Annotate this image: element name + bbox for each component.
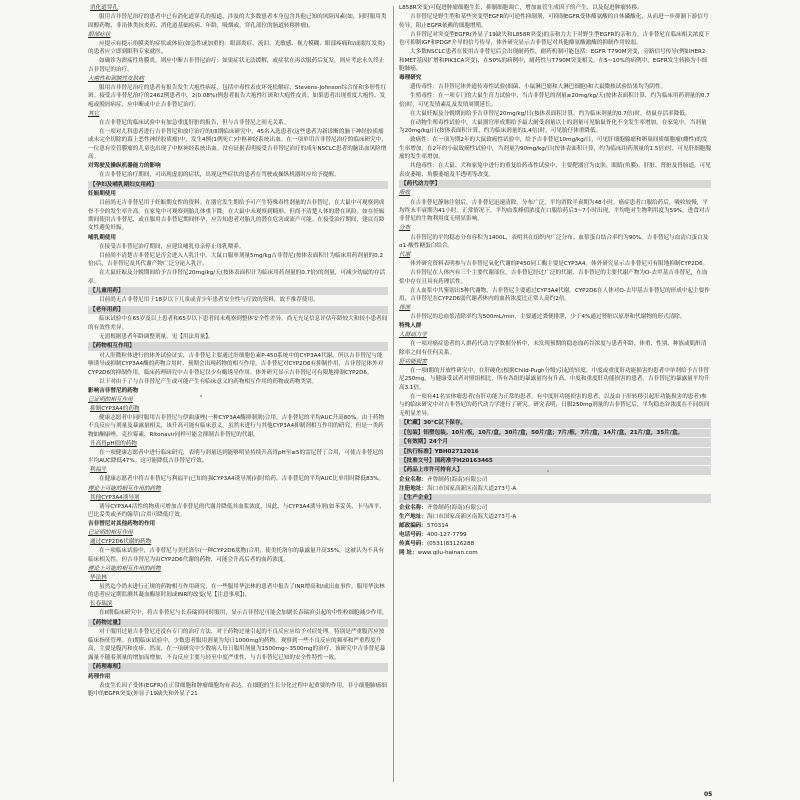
paragraph: 在一项对癌症患者的人群药代动力学数据分析中，未发现预期的稳态血药谷浓度与患者年龄、体重、性别、种族或肌酐清除率之间有任何关系。: [399, 341, 707, 356]
paragraph: 吉非替尼对突变型EGFR(外显子19缺失和L858R突变)的亲和力大于对野生型EGFR的亲和力。吉非替尼在临床相关浓度下也可抑制IGF和PDGF介导的信号传导，体外研究显示吉非替尼对其他酪氨酸激酶的抑制作用较弱。: [399, 31, 710, 46]
italic-heading: 已证明的相互作用: [88, 396, 133, 403]
paragraph: 其他毒性：在大鼠、犬和家兔中进行的重复给药毒性试验中，主要靶器官为皮肤、眼睛(角膜)、肝脏、肾脏及胃肠道，可见表皮萎缩、角膜萎缩及半透明等改变。: [399, 163, 711, 178]
section-heading: 【生产企业】: [399, 494, 711, 502]
section-heading: 【孕妇及哺乳期妇女用药】: [88, 181, 388, 189]
paragraph: 在一项对儿科患者进行吉非替尼和放疗治疗的I/II期临床研究中，45名入选患者(这些患者为新诊断的脑干神经胶质瘤或未完全切除的幕上恶性神经胶质瘤)中，发生4例(1例死亡)中枢神经系统出血。在一项单用吉非替尼治疗的临床研究中，一位患有室管膜瘤的儿童也出现了中枢神经系统出血。没有证据表明接受吉非替尼治疗的成年NSCLC患者的脑出血风险增高。: [88, 128, 387, 161]
paragraph: 对人肝微粒体进行的体外试验证实，吉非替尼主要通过肝细胞色素P-450系统中的CYP3A4代谢。所以吉非替尼与能够诱导或抑制CYP3A4酶的药物合用时，预期会出现药物的相互作用。吉非替尼对CYP2D6有抑制作用，吉非替尼体外对CYP2D6的抑制作用，临床药理研究中吉非替尼仅少有酶诱导作用。体外研究显示吉非替尼可有限地抑制CYP2D6。: [88, 352, 384, 376]
paragraph: 应提示有提示角膜炎的症状或体征(如急性或加重的：眼部炎症、流泪、光敏感、视力模糊、眼部疼痛和/或眼红发炎)的患者应立即到眼科专家就医。: [88, 40, 385, 56]
subsection-heading: 药理作用: [88, 673, 111, 680]
section-heading: 【药物相互作用】: [88, 342, 388, 350]
scan-speck: [200, 395, 202, 397]
section-heading: 【包装】铝塑包装。10片/板，10片/盒，30片/盒，50片/盒；7片/板，7片/盒，14片/盒，21片/盒，35片/盒。: [399, 429, 711, 437]
underlined-heading: 华法林: [90, 574, 107, 581]
italic-heading: 眼部症状: [88, 31, 111, 38]
section-heading: 【药品上市许可持有人】: [399, 466, 711, 474]
italic-heading: 理论上可能的相互作用的药物: [88, 485, 161, 492]
underlined-heading: 升高胃pH值的药物: [90, 440, 137, 447]
underlined-heading: 消化道穿孔: [90, 5, 118, 11]
paragraph: 在大鼠妊娠及分娩期间给予吉非替尼20mg/kg/日(按体表面积计算，约为临床剂量的0.7倍)时，幼鼠存活率降低。: [410, 110, 691, 117]
section-heading: 【有效期】24个月: [399, 438, 711, 446]
underlined-heading: 其他CYP3A4诱导剂: [90, 494, 140, 501]
contact-label: 邮政编码：: [399, 522, 427, 529]
italic-heading: 大疱性和剥脱性皮肤病: [88, 75, 144, 82]
italic-heading: 吸收: [399, 190, 411, 197]
paragraph: 如确诊为溃疡性角膜炎，则应中断吉非替尼治疗；如果症状无法缓解，或症状在再次服药后复发，则应考虑永久终止吉非替尼的治疗。: [88, 58, 385, 73]
contact-line: [399, 476, 711, 484]
italic-heading: 排泄: [399, 305, 411, 312]
subsection-heading: 吉非替尼对其他药物的作用: [88, 521, 156, 528]
italic-heading: 理论上可能的相互作用的药物: [88, 565, 161, 572]
paragraph: 目前尚无吉非替尼用于18岁以下儿童或青少年患者安全性与疗效的资料，故不推荐使用。: [99, 297, 319, 304]
right-column: [399, 4, 711, 784]
contact-label: 网 址：: [399, 550, 418, 557]
paragraph: 吉非替尼的平均稳态分布容积为1400L，表明其在组织内广泛分布。血浆蛋白结合率约为90%。吉非替尼与血清白蛋白及α1-酸性糖蛋白结合。: [399, 234, 709, 249]
paragraph: L858R突变)可促进肿瘤细胞生长，抑制细胞凋亡，增加血管生成因子的产生，以及促进肿瘤转移。: [399, 5, 643, 11]
paragraph: 吉非替尼的总血浆清除率约为500mL/min，主要通过粪便排泄，少于4%通过肾脏以原形和代谢物的形式清除。: [410, 314, 686, 321]
contact-line: [399, 522, 711, 530]
section-heading: 【药物过量】: [88, 619, 388, 627]
contact-value: 海口市国家高新区南海大道273号-A: [426, 485, 517, 492]
page-number: 05: [704, 791, 713, 798]
underlined-heading: 利福平: [90, 467, 107, 474]
paragraph: 吉非替尼在人体内有三个主要代谢部位，吉非替尼经过广泛的代谢，吉非替尼的主要代谢产物为O-去甲基吉非替尼，在血浆中存在且具有药理活性。: [399, 270, 708, 285]
contact-value: 570314: [426, 522, 449, 529]
contact-line: [399, 513, 711, 521]
paragraph: 虽然迄今尚未进行正规的药物相互作用研究，在一些服用华法林的患者中报告了INR增高和/或出血事件。服用华法林的患者应定期监测其凝血酶原时间或INR的改变(见【注意事项】)。: [88, 583, 385, 599]
paragraph: 在吉非替尼静脉注射后，吉非替尼迅速清除，分布广泛，平均消除半衰期为48小时。癌症患者口服给药后，吸收较慢，平均终末半衰期为41小时。正常情况下，平均血浆峰值浓度在口服给药后3~7小时出现，平均绝对生物利用度为59%。进食对吉非替尼的生物利用度无明显影响。: [399, 199, 711, 223]
scan-speck: [547, 470, 549, 472]
section-heading: 【贮藏】30°C以下保存。: [399, 419, 711, 427]
paragraph: 在一项临床试验中，吉非替尼与美托洛尔(一种CYP2D6底物)合用，使美托洛尔的暴露量升高35%。这被认为不具有临床相关性，但吉非替尼为由CYP2D6代谢的药物，可能会升高后者的血药浓度。: [88, 548, 384, 563]
section-heading: 【老年用药】: [88, 306, 388, 314]
italic-heading: 分布: [399, 225, 411, 232]
contact-label: 生产地址：: [399, 513, 427, 520]
contact-value: 400-127-7799: [426, 531, 467, 538]
contact-line: [399, 485, 711, 493]
section-heading: 【批准文号】国药准字H20163465: [399, 457, 711, 465]
section-heading: 【执行标准】YBH02712016: [399, 448, 711, 456]
paragraph: 在吉非替尼治疗期间，可出现虚弱的症状，出现这些症状的患者在驾驶或操纵机器时应给予提醒。: [99, 172, 340, 179]
subsection-heading: 影响吉非替尼的药物: [88, 387, 139, 394]
contact-label: 电话号码：: [399, 531, 427, 538]
contact-label: 传真号码：: [399, 541, 427, 547]
column-divider: [393, 6, 394, 782]
italic-heading: 其它: [88, 110, 100, 117]
contact-line: [399, 549, 711, 557]
paragraph: 在一项I期的开放性研究中，在肝硬化(根据Child-Pugh分级)引起的轻度、中度或重度肝功能损害的患者中单剂给予吉非替尼250mg，与健康受试者对照组相比，所有各组的暴露量均有升高。中度和重度肝功能损害的患者，吉非替尼的暴露量平均升高3.1倍。: [399, 367, 710, 391]
paragraph: 在人血浆中共鉴别出5种代谢物，吉非替尼主要通过CYP3A4代谢。CYP2D6在人体对O-去甲基吉非替尼的形成中起主要作用，吉非替尼在CYP2D6弱代谢者体内的血药浓度比正常人高约2倍。: [399, 287, 710, 303]
left-column: [88, 4, 388, 784]
paragraph: 表皮生长因子受体(EGFR)在正常细胞和肿瘤细胞均有表达。在细胞的生长分化过程中起重要的作用。非小细胞肺癌细胞中的EGFR突变(外显子19缺失和外显子21: [88, 682, 387, 698]
paragraph: 健康志愿者中同时服用吉非替尼与伊曲康唑(一种CYP3A4酶抑制剂)合用，吉非替尼的平均AUC升高80%。由于药物不良反应与剂量及暴露量相关，该升高可能有临床意义。虽然未进行与其他CYP3A4抑制剂相互作用的研究，但是一类药物如酮康唑、克拉霉素、Ritonavir同样可能会抑制吉非替尼的代谢。: [88, 414, 385, 438]
italic-heading: 已证明的相互作用: [88, 530, 133, 537]
section-heading: 【药理毒理】: [88, 663, 388, 671]
underlined-heading: 通过CYP2D6代谢的药物: [90, 539, 152, 546]
paragraph: 在II期临床研究中，将吉非替尼与长春瑞滨同时服用，显示吉非替尼可能会加剧长春瑞滨引起的中性粒细胞减少作用。: [99, 610, 388, 617]
paragraph: 诱导CYP3A4活性的物质可增加吉非替尼的代谢并降低其血浆浓度，因此，与CYP3A4诱导剂(如苯妥英、卡马西平、巴比妥类或圣约翰草)合用可降低疗效。: [88, 503, 385, 519]
paragraph: 致癌性：在一项为期2年的大鼠致癌性试验中，给予吉非替尼10mg/kg/日，可见肝细胞腺瘤和卵巢间质细胞瘤(雌性)的发生率增加。在2年的小鼠致癌性试验中，当剂量为90mg/kg/日(按体表面积计算，约为临床用药剂量的1.5倍)时，可见肝细胞腺瘤的发生率增加。: [399, 137, 711, 161]
subsection-heading: 哺乳期使用: [88, 234, 116, 241]
italic-heading: 代谢: [399, 252, 411, 258]
contact-value: 齐鲁制药(海南)有限公司: [426, 504, 488, 511]
subsection-heading: 特殊人群: [399, 323, 422, 330]
paragraph: 目前尚不清楚吉非替尼是否会进入人乳汁中。大鼠口服单剂量5mg/kg吉非替尼(按体表面积计为临床用药剂量的0.2倍)后，吉非替尼及其代谢产物广泛分泌入乳汁。: [88, 252, 384, 268]
paragraph: 在吉非替尼的临床试验中有加急重度肝脏的报告，但与吉非替尼之间无关系。: [99, 119, 290, 126]
section-heading: 【药代动力学】: [399, 180, 711, 188]
contact-line: [399, 504, 711, 512]
paragraph: 体外研究资料表明参与吉非替尼氧化代谢的P450同工酶主要是CYP3A4。体外研究显示吉非替尼可有限地抑制CYP2D6。: [410, 261, 709, 268]
italic-heading: 肝功能损害: [399, 358, 427, 365]
section-heading: 【儿童用药】: [88, 287, 388, 295]
underlined-heading: 长春瑞滨: [90, 601, 113, 608]
paragraph: 临床试验中在65岁及以上患者和65岁以下患者间未观察到整体安全性差异。尚无充足信息评估年龄较大和较小患者间的有效性差异。: [88, 316, 388, 331]
paragraph: 服用吉非替尼治疗的患者有报告发生大疱性病症，包括中毒性表皮坏死松解症、Stevens-Johnson综合征和多形性红斑。接受吉非替尼治疗的2462例患者中，2(0.08%)例患者报告大疱性红斑和大疱性皮炎。如果患者出现重度大疱性、发疱或脱屑病症，应中断或中止吉非替尼治疗。: [88, 84, 387, 108]
paragraph: 无需根据患者年龄调整剂量。见【用法用量】。: [99, 333, 214, 340]
subsection-heading: 对驾驶及操纵机器能力的影响: [88, 163, 161, 170]
paragraph: 对于服用过量吉非替尼还没有专门的治疗方法，对于药物过量引起的不良反应应给予对症处理。特别是严重腹泻应按临床指征管理。在I期临床试验中，少数患者服用剂量为每日1000mg的药物。观察到一些不良反应的频率和严重程度升高，主要是腹泻和皮疹。然而，在一项研究中少数病人每日服用剂量为1500mg~3500mg的治疗，该研究中吉非替尼暴露量不随着剂量的增加而增加，不良反应主要与轻至中度严重性，与吉非替尼已知的安全性特性一致。: [88, 629, 386, 661]
paragraph: 生殖毒性：在一项专门的大鼠生育力试验中，当吉非替尼的剂量≥20mg/kg/天(按体表面积计算，约为临床用药剂量的0.7倍)时，可见发情素乱及发情周期延长。: [399, 93, 710, 108]
paragraph: 遗传毒性：吉非替尼体外遗传毒性试验(细菌、小鼠淋巴瘤和人淋巴细胞)和大鼠微核试验结果均为阴性。: [410, 84, 667, 91]
paragraph: 在一项健康志愿者中进行临床研究，表明与剂量达到能够明显持续升高胃pH至≥5的雷尼替丁合用，可使吉非替尼的平均AUC降低47%。这可能降低吉非替尼疗效。: [88, 449, 384, 465]
contact-value: 海口市国家高新区南海大道273号-A: [426, 513, 517, 520]
underlined-heading: 抑制CYP3A4的药物: [90, 405, 140, 412]
contact-label: 注册地址：: [399, 485, 427, 492]
contact-label: 企业名称：: [399, 504, 427, 511]
paragraph: 在一项有41名实体瘤患者(有肝功能为正常的患者，有中度肝功能损害的患者，以及由于肝转移引起肝功能损害的患者)参与的临床研究中对吉非替尼的药代动力学进行了研究。研究表明，日服250mg剂量的吉非替尼后，平均稳态谷浓度在不同组间无明显差异。: [399, 393, 710, 417]
paragraph: 在大鼠妊娠及分娩期间给予吉非替尼20mg/kg/天(按体表面积计为临床用药剂量的0.7倍)的剂量，可减少幼鼠的存活率。: [88, 270, 386, 285]
paragraph: 以下对由于了与吉非替尼产生或可能产生有临床意义的药物相互作用的药物或药物类别。: [99, 378, 318, 385]
paragraph: 目前尚无吉非替尼用于妊娠期女性的资料。在器官发生期给予可产生特殊毒性剂量的吉非替尼，在大鼠中可观察到成骨不全的发生率升高。在家兔中可观察到胎儿体重下降。在大鼠中未观察到畸形。但尚不清楚人体的潜在风险。如在妊娠期间使用吉非替尼，或在服用吉非替尼期间怀孕，应告知患者对胎儿的潜在危害或流产可能。在接受治疗期间，建议育龄女性避免妊娠。: [88, 200, 385, 232]
italic-heading: 人群动力学: [399, 332, 427, 339]
contact-value: 齐鲁制药(海南)有限公司: [426, 476, 488, 483]
paragraph: 在动物生殖毒性试验中，大鼠器官形成期给予最大耐受剂量以上的剂量可见胎鼠骨化不全发生率增加。在家兔中，当剂量为20mg/kg/日(按体表面积计算，约为临床剂量的1.4倍)时，可见胎仔体重降低。: [399, 119, 707, 135]
paragraph: 在健康志愿者中将吉非替尼与利福平(已知的强CYP3A4诱导剂)同时给药，吉非替尼的平均AUC比单用时降低83%。: [99, 476, 385, 483]
contact-label: 企业名称：: [399, 476, 427, 483]
paragraph: 吉非替尼是野生型和某些突变型EGFR的可逆性抑制剂，可抑制EGFR受体酪氨酸的自体磷酸化，从而进一步抑制下游信号传导，阻止EGFR依赖的细胞增殖。: [399, 14, 709, 29]
paragraph: 在接受吉非替尼治疗期间，应建议哺乳母亲停止母乳喂养。: [99, 243, 245, 250]
paragraph: 大多数NSCLC患者在使用吉非替尼后会出现耐药性，耐药机制可能包括：EGFR T790M突变，旁路信号传导(例如HER2和MET基因扩增和PIK3CA突变)，在50%的病例中，耐药性与T790M突变相关。在5~10%的病例中，EGFR发生转换为小细胞肺癌。: [399, 49, 707, 72]
contact-line: [399, 531, 711, 539]
contact-value: (0531)83126288: [426, 541, 475, 547]
paragraph: 服用吉非替尼治疗的患者中已有消化道穿孔的报道，涉及的大多数患者本身包含其他已知的风险因素(如，同时服用类固醇药物、非甾体类抗炎药、消化道基础疾病、年龄、吸烟或、穿孔部位的肠道转移肿瘤)。: [88, 14, 387, 29]
subsection-heading: 妊娠期使用: [88, 191, 116, 198]
contact-value: www.qilu-hainan.com: [417, 550, 478, 557]
contact-line: [399, 540, 711, 548]
subsection-heading: 毒理研究: [399, 75, 422, 81]
